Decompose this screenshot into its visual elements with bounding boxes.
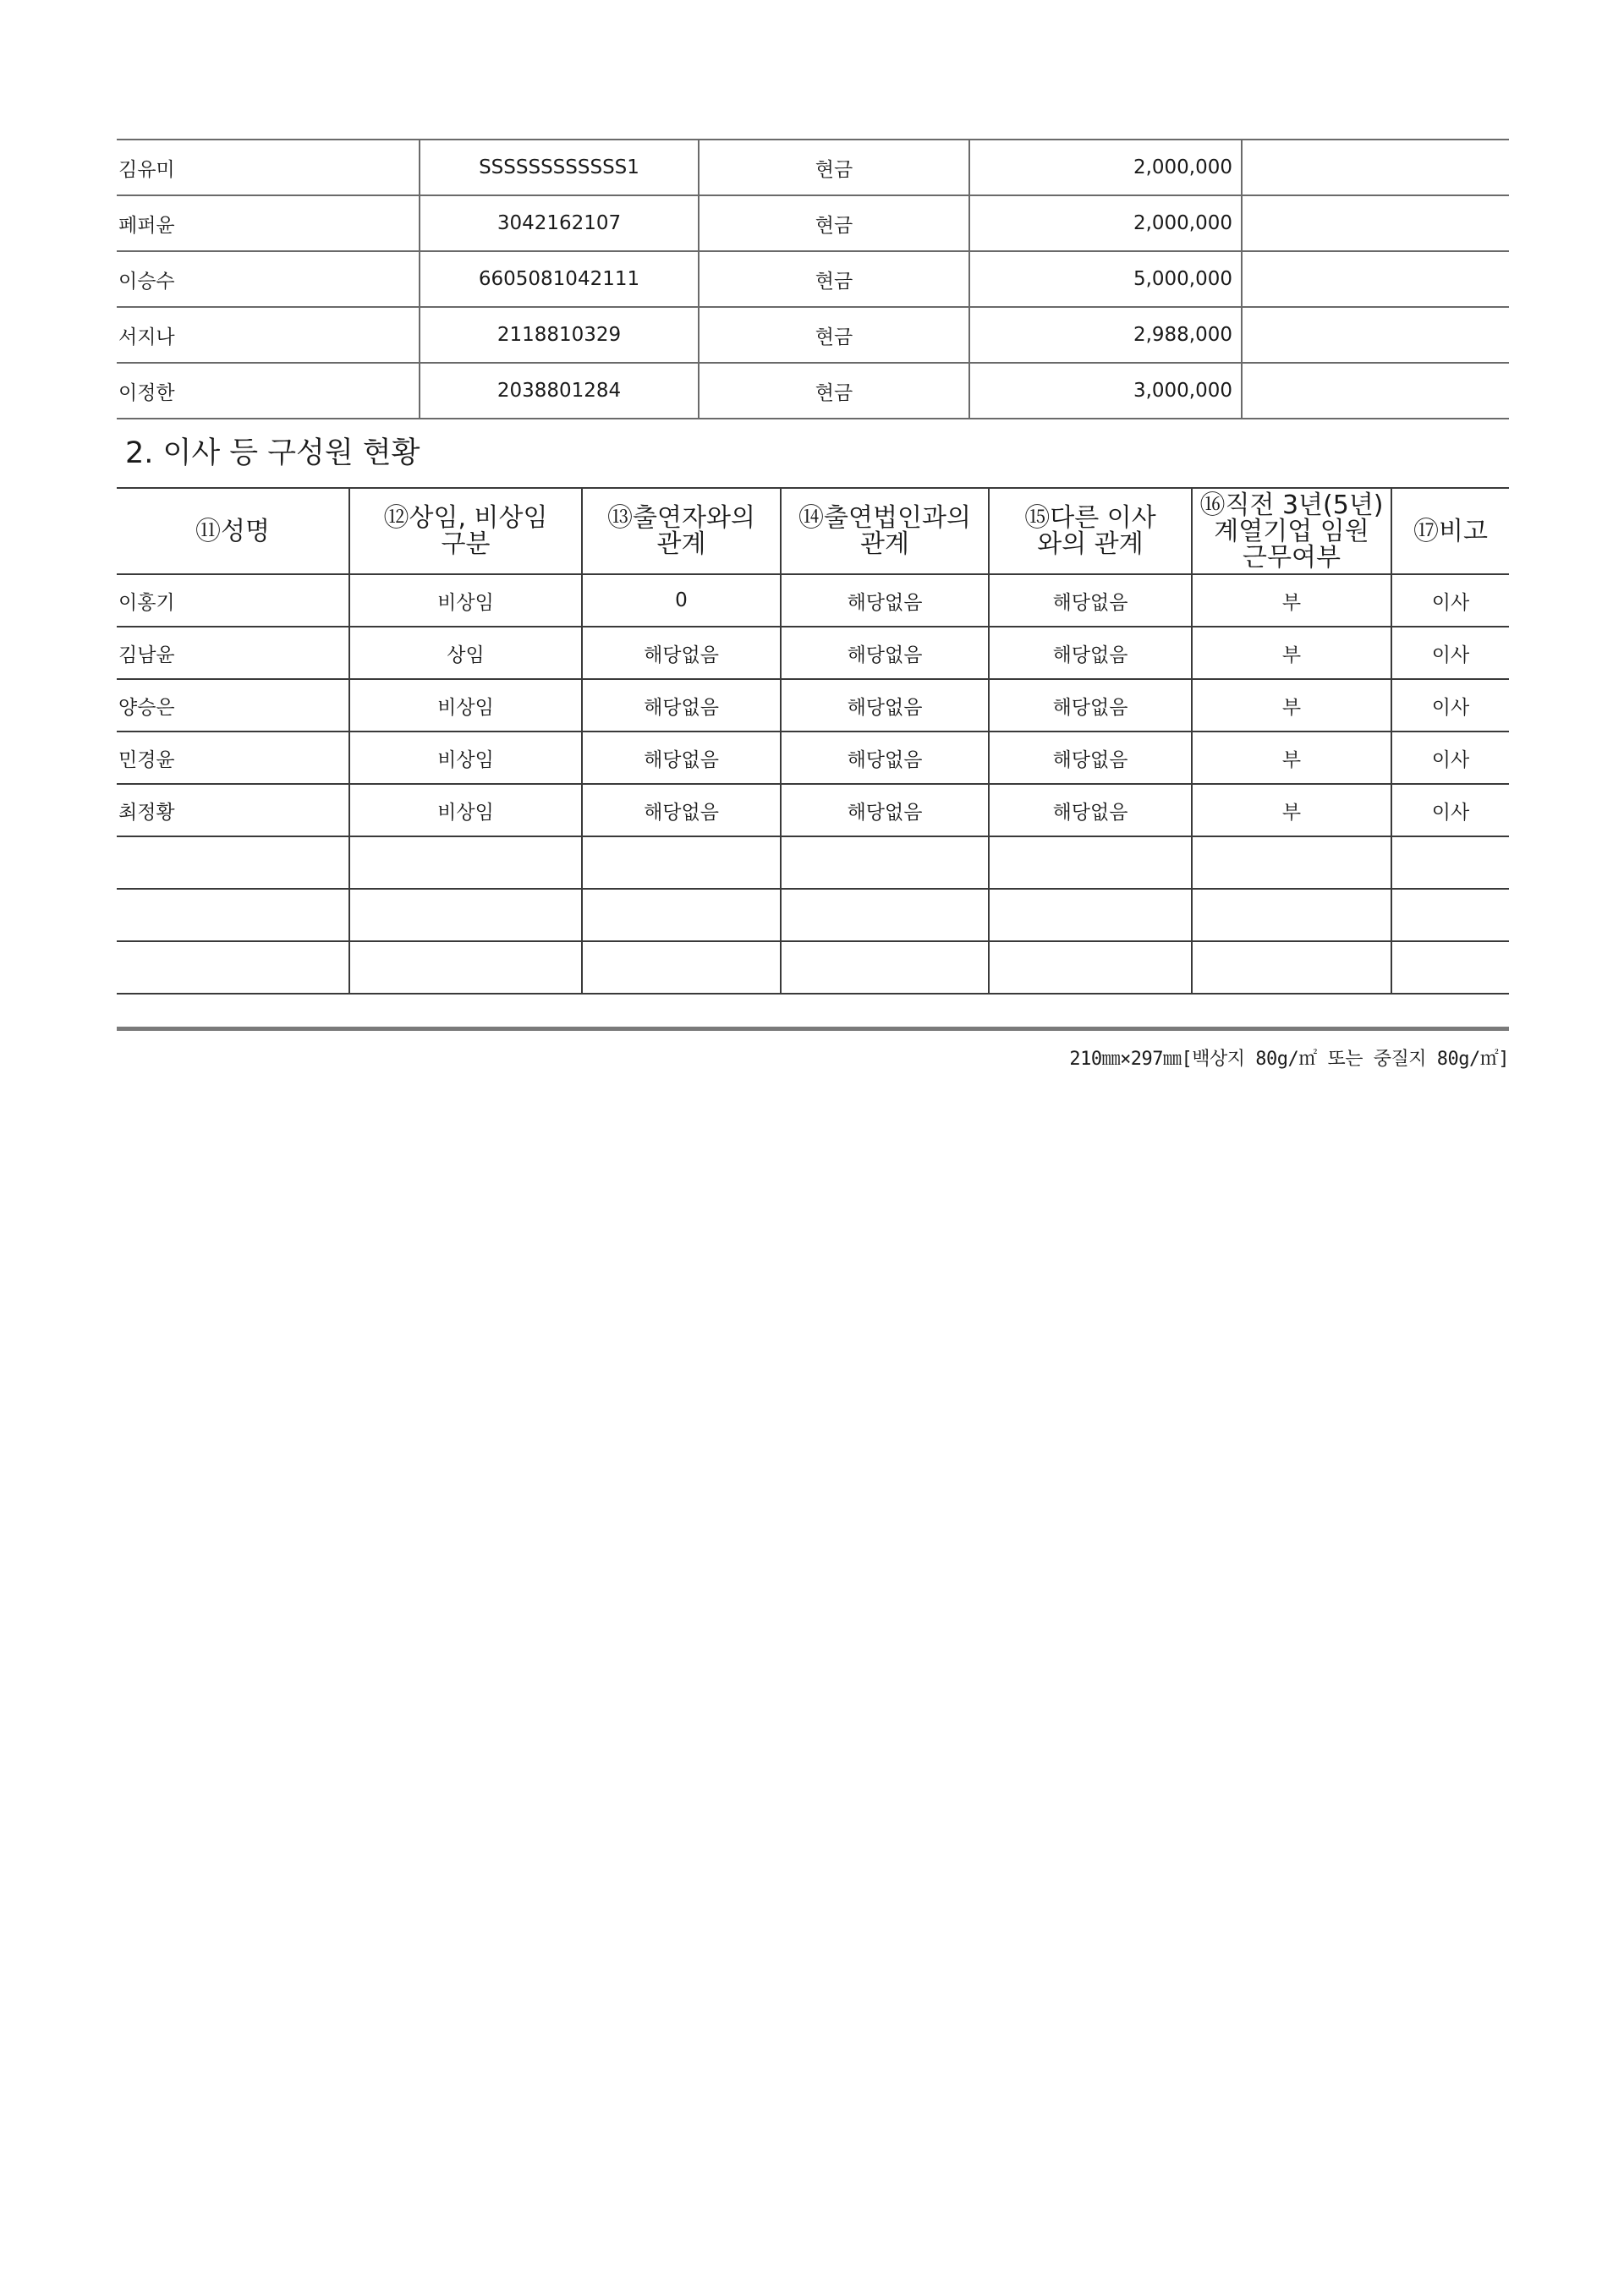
investor-id: SSSSSSSSSSSS1	[420, 140, 699, 195]
member-name	[117, 836, 349, 889]
header-name-label: ⑪성명	[195, 516, 270, 546]
member-contributor-relation: 해당없음	[582, 732, 781, 784]
member-corp-relation: 해당없음	[781, 732, 989, 784]
header-other	[989, 488, 1192, 574]
member-standing: 비상임	[349, 574, 582, 627]
member-remark: 이사	[1391, 784, 1509, 836]
member-corp-relation	[781, 836, 989, 889]
investor-name: 이정한	[117, 363, 420, 419]
member-other-relation: 해당없음	[989, 627, 1192, 679]
header-contributor	[582, 488, 781, 574]
member-other-relation	[989, 836, 1192, 889]
table-row	[117, 195, 1509, 251]
member-standing: 비상임	[349, 784, 582, 836]
header-standing-line1: ⑫상임, 비상임	[383, 503, 548, 533]
member-corp-relation: 해당없음	[781, 574, 989, 627]
member-other-relation: 해당없음	[989, 732, 1192, 784]
member-contributor-relation	[582, 941, 781, 994]
investor-amount: 2,988,000	[969, 307, 1242, 363]
member-corp-relation	[781, 889, 989, 941]
member-contributor-relation: 해당없음	[582, 784, 781, 836]
table-row	[117, 140, 1509, 195]
investor-name: 페퍼윤	[117, 195, 420, 251]
member-affiliate	[1192, 889, 1391, 941]
investor-amount: 2,000,000	[969, 195, 1242, 251]
member-remark	[1391, 941, 1509, 994]
paper-spec-note: 210㎜×297㎜[백상지 80g/㎡ 또는 중질지 80g/㎡]	[1069, 1049, 1509, 1070]
member-contributor-relation	[582, 836, 781, 889]
header-affiliate-line2: 계열기업 임원	[1214, 516, 1369, 546]
investor-type: 현금	[699, 195, 969, 251]
member-name: 민경윤	[117, 732, 349, 784]
investor-type: 현금	[699, 307, 969, 363]
member-standing	[349, 941, 582, 994]
member-remark: 이사	[1391, 627, 1509, 679]
member-remark: 이사	[1391, 732, 1509, 784]
member-other-relation: 해당없음	[989, 679, 1192, 732]
member-affiliate: 부	[1192, 679, 1391, 732]
member-contributor-relation: 해당없음	[582, 679, 781, 732]
member-remark	[1391, 889, 1509, 941]
header-other-line2: 와의 관계	[1037, 529, 1144, 559]
investor-note	[1242, 307, 1509, 363]
member-name: 김남윤	[117, 627, 349, 679]
member-contributor-relation	[582, 889, 781, 941]
header-name	[117, 488, 349, 574]
table-row	[117, 679, 1509, 732]
header-corp-line1: ⑭출연법인과의	[798, 503, 971, 533]
member-standing: 비상임	[349, 732, 582, 784]
investor-type: 현금	[699, 363, 969, 419]
header-contributor-line1: ⑬출연자와의	[607, 503, 755, 533]
investor-amount: 3,000,000	[969, 363, 1242, 419]
section-title: 2. 이사 등 구성원 현황	[125, 436, 420, 470]
header-affiliate-line3: 근무여부	[1243, 542, 1341, 573]
member-remark: 이사	[1391, 679, 1509, 732]
investor-name: 서지나	[117, 307, 420, 363]
investor-id: 2118810329	[420, 307, 699, 363]
table-row	[117, 732, 1509, 784]
investor-note	[1242, 363, 1509, 419]
member-corp-relation	[781, 941, 989, 994]
header-corp	[781, 488, 989, 574]
member-standing	[349, 889, 582, 941]
table-row	[117, 307, 1509, 363]
member-remark: 이사	[1391, 574, 1509, 627]
table-row	[117, 784, 1509, 836]
investor-note	[1242, 251, 1509, 307]
member-affiliate: 부	[1192, 627, 1391, 679]
member-other-relation	[989, 941, 1192, 994]
member-other-relation	[989, 889, 1192, 941]
member-name	[117, 889, 349, 941]
member-contributor-relation: 0	[582, 574, 781, 627]
member-affiliate: 부	[1192, 784, 1391, 836]
member-name: 이홍기	[117, 574, 349, 627]
investor-id: 6605081042111	[420, 251, 699, 307]
header-corp-line2: 관계	[860, 529, 909, 559]
investor-table	[117, 139, 1509, 419]
investor-id: 2038801284	[420, 363, 699, 419]
table-row	[117, 251, 1509, 307]
table-header-row	[117, 488, 1509, 574]
investor-amount: 5,000,000	[969, 251, 1242, 307]
table-row	[117, 941, 1509, 994]
member-contributor-relation: 해당없음	[582, 627, 781, 679]
investor-name: 이승수	[117, 251, 420, 307]
investor-id: 3042162107	[420, 195, 699, 251]
table-row	[117, 627, 1509, 679]
table-row	[117, 574, 1509, 627]
header-affiliate-line1: ⑯직전 3년(5년)	[1199, 490, 1384, 520]
member-other-relation: 해당없음	[989, 574, 1192, 627]
member-name: 최정황	[117, 784, 349, 836]
member-affiliate: 부	[1192, 732, 1391, 784]
member-remark	[1391, 836, 1509, 889]
member-corp-relation: 해당없음	[781, 679, 989, 732]
member-corp-relation: 해당없음	[781, 784, 989, 836]
header-remark-label: ⑰비고	[1413, 516, 1488, 546]
table-row	[117, 889, 1509, 941]
member-name: 양승은	[117, 679, 349, 732]
header-contributor-line2: 관계	[656, 529, 706, 559]
member-other-relation: 해당없음	[989, 784, 1192, 836]
investor-name: 김유미	[117, 140, 420, 195]
member-standing: 비상임	[349, 679, 582, 732]
header-standing-line2: 구분	[441, 529, 491, 559]
header-standing	[349, 488, 582, 574]
table-row	[117, 836, 1509, 889]
investor-type: 현금	[699, 251, 969, 307]
member-affiliate	[1192, 941, 1391, 994]
header-remark	[1391, 488, 1509, 574]
table-row	[117, 363, 1509, 419]
investor-type: 현금	[699, 140, 969, 195]
document-page	[117, 139, 1509, 1071]
header-affiliate	[1192, 488, 1391, 574]
member-standing: 상임	[349, 627, 582, 679]
board-members-table	[117, 487, 1509, 995]
member-affiliate	[1192, 836, 1391, 889]
member-name	[117, 941, 349, 994]
header-other-line1: ⑮다른 이사	[1024, 503, 1156, 533]
investor-amount: 2,000,000	[969, 140, 1242, 195]
investor-note	[1242, 195, 1509, 251]
footer-divider	[117, 1027, 1509, 1031]
member-corp-relation: 해당없음	[781, 627, 989, 679]
member-affiliate: 부	[1192, 574, 1391, 627]
member-standing	[349, 836, 582, 889]
investor-note	[1242, 140, 1509, 195]
